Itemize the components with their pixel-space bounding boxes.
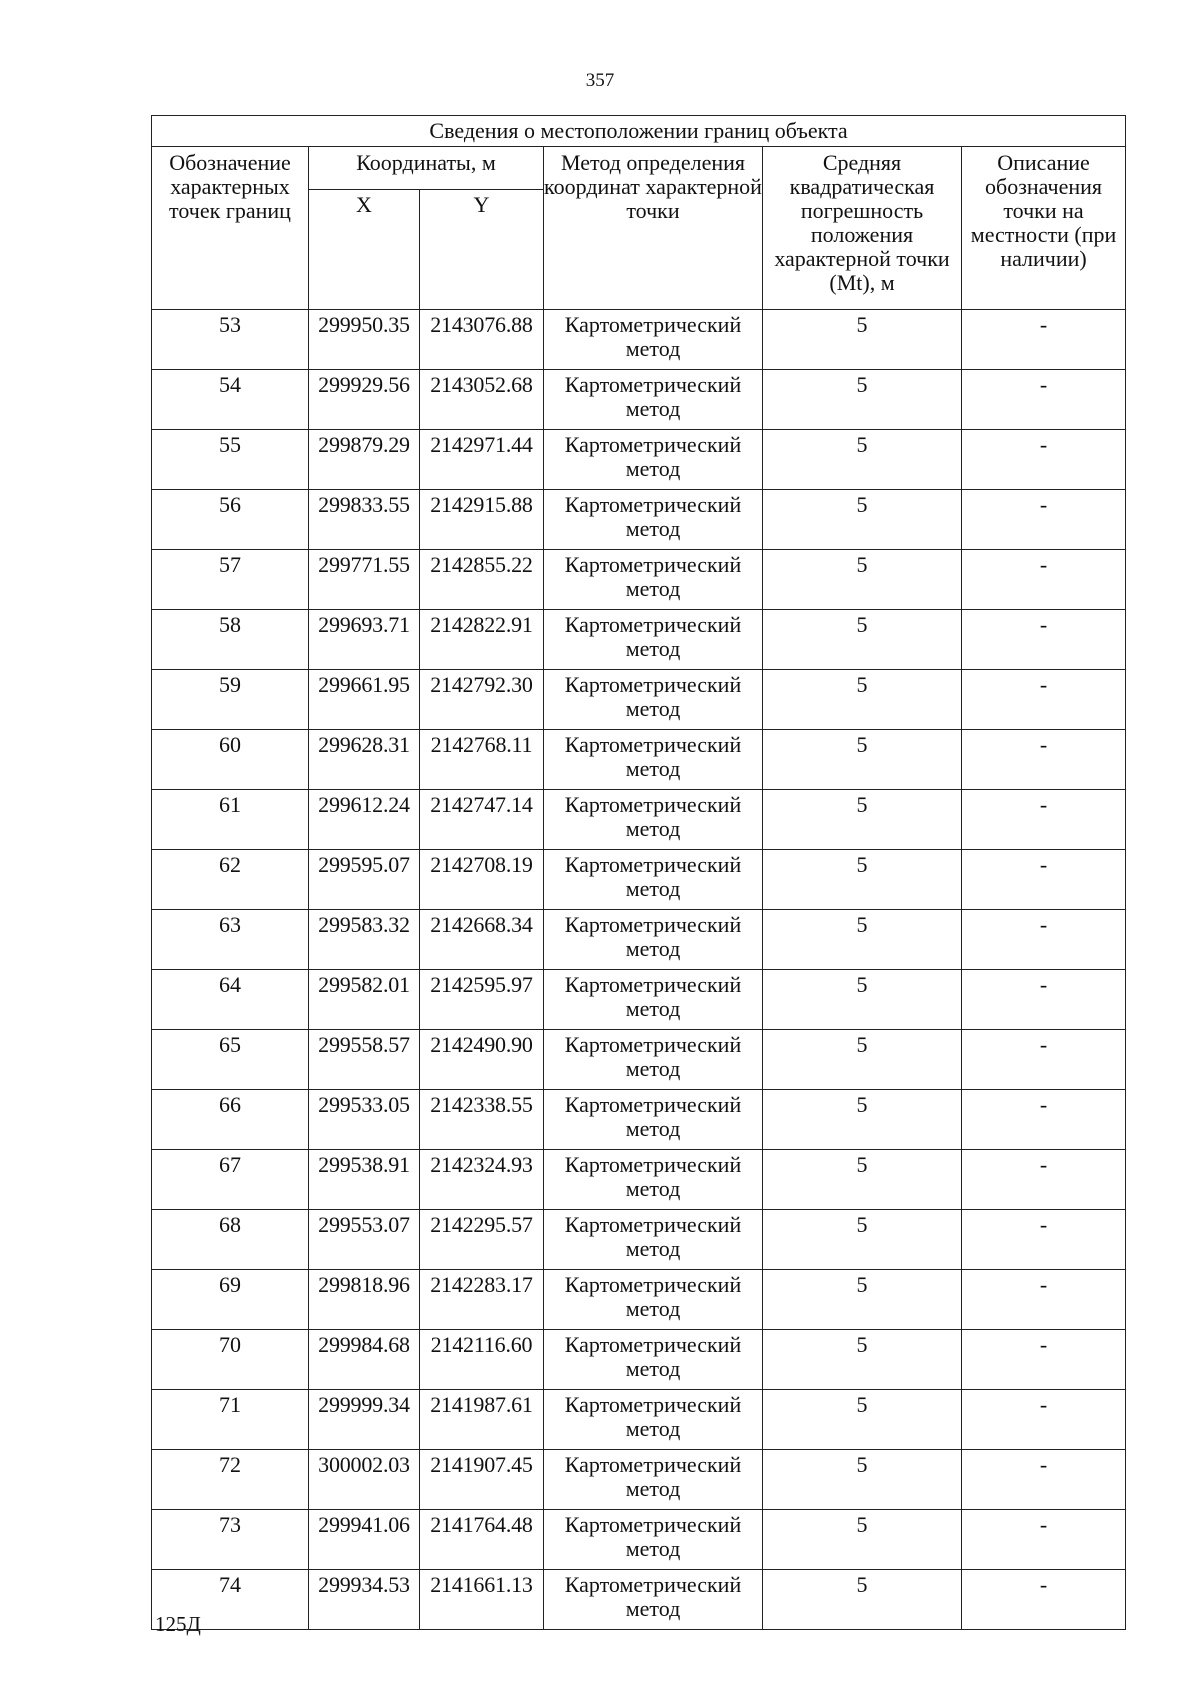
table-row (152, 1030, 1126, 1090)
header-y: Y (420, 190, 544, 310)
cell-method (544, 310, 763, 370)
cell-point: 67 (152, 1150, 309, 1210)
cell-error: 5 (763, 790, 962, 850)
table-caption: Сведения о местоположении границ объекта (152, 116, 1126, 147)
cell-error: 5 (763, 1450, 962, 1510)
cell-error: 5 (763, 430, 962, 490)
cell-point: 64 (152, 970, 309, 1030)
cell-x: 299582.01 (309, 970, 420, 1030)
cell-description: - (962, 850, 1126, 910)
header-method: Метод определения координат характерной точки (544, 147, 763, 310)
table-row (152, 550, 1126, 610)
cell-x: 299538.91 (309, 1150, 420, 1210)
method-line-1: Картометрический (564, 432, 742, 457)
table-row (152, 970, 1126, 1030)
cell-description: - (962, 310, 1126, 370)
cell-description: - (962, 550, 1126, 610)
method-line-2: метод (625, 1416, 681, 1441)
table-row (152, 910, 1126, 970)
table-row (152, 310, 1126, 370)
cell-description: - (962, 1210, 1126, 1270)
cell-point: 74 (152, 1570, 309, 1630)
cell-x: 299771.55 (309, 550, 420, 610)
cell-x: 299929.56 (309, 370, 420, 430)
cell-method (544, 910, 763, 970)
cell-point: 55 (152, 430, 309, 490)
cell-x: 299693.71 (309, 610, 420, 670)
cell-method (544, 490, 763, 550)
cell-error: 5 (763, 730, 962, 790)
method-line-2: метод (625, 1296, 681, 1321)
cell-method (544, 1030, 763, 1090)
method-line-2: метод (625, 636, 681, 661)
cell-point: 65 (152, 1030, 309, 1090)
cell-description: - (962, 1330, 1126, 1390)
method-line-2: метод (625, 876, 681, 901)
cell-error: 5 (763, 910, 962, 970)
cell-x: 299553.07 (309, 1210, 420, 1270)
cell-error: 5 (763, 670, 962, 730)
footer-code: 125Д (155, 1612, 201, 1636)
cell-method (544, 550, 763, 610)
cell-method (544, 1090, 763, 1150)
cell-x: 299558.57 (309, 1030, 420, 1090)
cell-method (544, 370, 763, 430)
method-line-1: Картометрический (564, 1212, 742, 1237)
cell-description: - (962, 1090, 1126, 1150)
cell-point: 57 (152, 550, 309, 610)
cell-x: 299612.24 (309, 790, 420, 850)
table-row (152, 1570, 1126, 1630)
cell-y: 2142915.88 (420, 490, 544, 550)
cell-description: - (962, 610, 1126, 670)
cell-error: 5 (763, 1330, 962, 1390)
cell-description: - (962, 1390, 1126, 1450)
table-row (152, 430, 1126, 490)
table-row (152, 610, 1126, 670)
cell-error: 5 (763, 310, 962, 370)
cell-description: - (962, 1150, 1126, 1210)
cell-method (544, 850, 763, 910)
cell-error: 5 (763, 1270, 962, 1330)
method-line-1: Картометрический (564, 1512, 742, 1537)
header-description: Описание обозначения точки на местности (при наличии) (962, 147, 1126, 310)
cell-x: 299999.34 (309, 1390, 420, 1450)
table-row (152, 1330, 1126, 1390)
method-line-2: метод (625, 576, 681, 601)
method-line-2: метод (625, 456, 681, 481)
cell-error: 5 (763, 1150, 962, 1210)
cell-point: 59 (152, 670, 309, 730)
cell-y: 2142595.97 (420, 970, 544, 1030)
cell-method (544, 1390, 763, 1450)
method-line-2: метод (625, 696, 681, 721)
cell-description: - (962, 970, 1126, 1030)
method-line-1: Картометрический (564, 552, 742, 577)
table-row (152, 1450, 1126, 1510)
cell-description: - (962, 490, 1126, 550)
method-line-2: метод (625, 996, 681, 1021)
cell-point: 72 (152, 1450, 309, 1510)
table-row (152, 1090, 1126, 1150)
method-line-2: метод (625, 1536, 681, 1561)
cell-y: 2142822.91 (420, 610, 544, 670)
table-body (152, 310, 1126, 1630)
table-row (152, 1510, 1126, 1570)
cell-point: 62 (152, 850, 309, 910)
cell-x: 299833.55 (309, 490, 420, 550)
boundary-coordinates-table (151, 115, 1126, 1630)
cell-y: 2141764.48 (420, 1510, 544, 1570)
cell-x: 299533.05 (309, 1090, 420, 1150)
method-line-2: метод (625, 1356, 681, 1381)
method-line-2: метод (625, 516, 681, 541)
cell-method (544, 1150, 763, 1210)
cell-x: 299661.95 (309, 670, 420, 730)
cell-point: 63 (152, 910, 309, 970)
cell-y: 2141661.13 (420, 1570, 544, 1630)
method-line-1: Картометрический (564, 1572, 742, 1597)
table-row (152, 670, 1126, 730)
cell-y: 2142324.93 (420, 1150, 544, 1210)
cell-error: 5 (763, 1570, 962, 1630)
cell-method (544, 1330, 763, 1390)
cell-x: 299934.53 (309, 1570, 420, 1630)
cell-y: 2142855.22 (420, 550, 544, 610)
header-coords: Координаты, м (309, 147, 544, 190)
cell-point: 68 (152, 1210, 309, 1270)
cell-description: - (962, 1570, 1126, 1630)
method-line-2: метод (625, 1476, 681, 1501)
cell-error: 5 (763, 1210, 962, 1270)
cell-point: 71 (152, 1390, 309, 1450)
cell-error: 5 (763, 1090, 962, 1150)
method-line-1: Картометрический (564, 912, 742, 937)
cell-method (544, 670, 763, 730)
cell-description: - (962, 1270, 1126, 1330)
cell-point: 56 (152, 490, 309, 550)
cell-error: 5 (763, 850, 962, 910)
header-x: X (309, 190, 420, 310)
table-row (152, 790, 1126, 850)
cell-point: 60 (152, 730, 309, 790)
method-line-1: Картометрический (564, 852, 742, 877)
cell-y: 2143052.68 (420, 370, 544, 430)
table-row (152, 850, 1126, 910)
cell-point: 58 (152, 610, 309, 670)
cell-y: 2142668.34 (420, 910, 544, 970)
cell-x: 299950.35 (309, 310, 420, 370)
cell-method (544, 790, 763, 850)
method-line-2: метод (625, 756, 681, 781)
cell-point: 66 (152, 1090, 309, 1150)
table-row (152, 370, 1126, 430)
cell-method (544, 1570, 763, 1630)
method-line-2: метод (625, 936, 681, 961)
cell-description: - (962, 1030, 1126, 1090)
method-line-2: метод (625, 1596, 681, 1621)
method-line-1: Картометрический (564, 1032, 742, 1057)
cell-error: 5 (763, 1510, 962, 1570)
table-row (152, 1390, 1126, 1450)
method-line-2: метод (625, 1056, 681, 1081)
cell-method (544, 610, 763, 670)
method-line-1: Картометрический (564, 1152, 742, 1177)
header-error: Средняя квадратическая погрешность положения характерной точки (Mt), м (763, 147, 962, 310)
cell-y: 2142283.17 (420, 1270, 544, 1330)
cell-error: 5 (763, 1030, 962, 1090)
method-line-2: метод (625, 1116, 681, 1141)
table-row (152, 1150, 1126, 1210)
cell-x: 299583.32 (309, 910, 420, 970)
cell-description: - (962, 1450, 1126, 1510)
method-line-1: Картометрический (564, 1332, 742, 1357)
method-line-2: метод (625, 396, 681, 421)
method-line-1: Картометрический (564, 1092, 742, 1117)
cell-error: 5 (763, 1390, 962, 1450)
cell-x: 299879.29 (309, 430, 420, 490)
method-line-1: Картометрический (564, 972, 742, 997)
cell-description: - (962, 910, 1126, 970)
method-line-1: Картометрический (564, 732, 742, 757)
method-line-1: Картометрический (564, 312, 742, 337)
cell-description: - (962, 790, 1126, 850)
cell-y: 2142792.30 (420, 670, 544, 730)
cell-error: 5 (763, 550, 962, 610)
cell-error: 5 (763, 490, 962, 550)
cell-method (544, 970, 763, 1030)
method-line-1: Картометрический (564, 672, 742, 697)
cell-y: 2142116.60 (420, 1330, 544, 1390)
cell-x: 299941.06 (309, 1510, 420, 1570)
cell-y: 2141987.61 (420, 1390, 544, 1450)
method-line-2: метод (625, 1236, 681, 1261)
cell-point: 53 (152, 310, 309, 370)
cell-description: - (962, 430, 1126, 490)
cell-method (544, 1270, 763, 1330)
cell-point: 61 (152, 790, 309, 850)
method-line-1: Картометрический (564, 372, 742, 397)
method-line-1: Картометрический (564, 492, 742, 517)
cell-method (544, 1450, 763, 1510)
cell-point: 70 (152, 1330, 309, 1390)
method-line-1: Картометрический (564, 1392, 742, 1417)
page-number: 357 (585, 70, 615, 91)
method-line-2: метод (625, 816, 681, 841)
cell-point: 69 (152, 1270, 309, 1330)
cell-x: 300002.03 (309, 1450, 420, 1510)
cell-y: 2142338.55 (420, 1090, 544, 1150)
cell-y: 2141907.45 (420, 1450, 544, 1510)
table-row (152, 1210, 1126, 1270)
cell-y: 2142708.19 (420, 850, 544, 910)
cell-method (544, 1210, 763, 1270)
cell-method (544, 730, 763, 790)
table-row (152, 730, 1126, 790)
cell-description: - (962, 1510, 1126, 1570)
method-line-1: Картометрический (564, 612, 742, 637)
header-point: Обозначение характерных точек границ (152, 147, 309, 310)
cell-y: 2143076.88 (420, 310, 544, 370)
cell-point: 54 (152, 370, 309, 430)
cell-y: 2142971.44 (420, 430, 544, 490)
cell-point: 73 (152, 1510, 309, 1570)
cell-x: 299984.68 (309, 1330, 420, 1390)
method-line-2: метод (625, 336, 681, 361)
cell-x: 299595.07 (309, 850, 420, 910)
method-line-1: Картометрический (564, 1272, 742, 1297)
method-line-2: метод (625, 1176, 681, 1201)
cell-method (544, 430, 763, 490)
cell-error: 5 (763, 370, 962, 430)
cell-x: 299818.96 (309, 1270, 420, 1330)
table-row (152, 1270, 1126, 1330)
cell-method (544, 1510, 763, 1570)
cell-y: 2142295.57 (420, 1210, 544, 1270)
cell-description: - (962, 370, 1126, 430)
cell-error: 5 (763, 970, 962, 1030)
method-line-1: Картометрический (564, 1452, 742, 1477)
method-line-1: Картометрический (564, 792, 742, 817)
table-row (152, 490, 1126, 550)
cell-error: 5 (763, 610, 962, 670)
cell-description: - (962, 670, 1126, 730)
cell-x: 299628.31 (309, 730, 420, 790)
cell-description: - (962, 730, 1126, 790)
cell-y: 2142768.11 (420, 730, 544, 790)
cell-y: 2142747.14 (420, 790, 544, 850)
cell-y: 2142490.90 (420, 1030, 544, 1090)
